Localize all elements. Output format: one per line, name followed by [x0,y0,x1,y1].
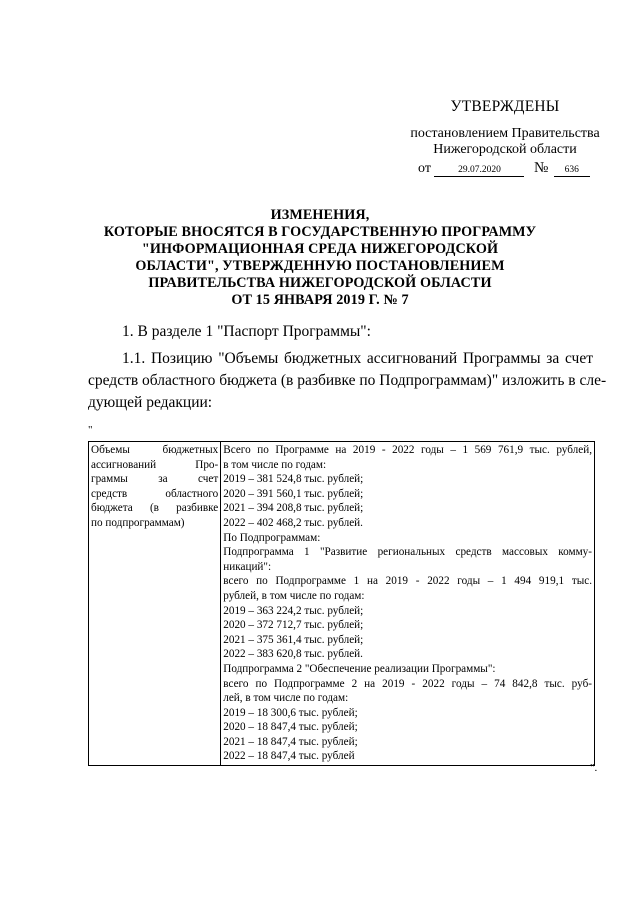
cell-line: Всего по Программе на 2019 - 2022 годы – 1 569 761,9 тыс. рублей, [223,444,592,456]
decree-reference [380,126,630,157]
title-line: ОТ 15 ЯНВАРЯ 2019 Г. № 7 [231,292,409,308]
closing-quote: ". [590,762,598,774]
cell-line: в том числе по годам: [223,458,327,471]
cell-line: 2020 – 391 560,1 тыс. рублей; [223,487,364,500]
cell-line: рублей, в том числе по годам: [223,589,365,602]
cell-line: никаций": [223,560,272,573]
cell-line: 2021 – 375 361,4 тыс. рублей; [223,633,364,646]
cell-line: 2020 – 18 847,4 тыс. рублей; [223,721,358,734]
cell-line: 2022 – 383 620,8 тыс. рублей. [223,648,363,661]
title-line: КОТОРЫЕ ВНОСЯТСЯ В ГОСУДАРСТВЕННУЮ ПРОГРАММУ [103,224,537,240]
table-label-cell [89,442,221,766]
cell-line: бюджета (в разбивке [91,502,219,515]
decree-number: 636 [554,165,590,177]
paragraph-line: средств областного бюджета (в разбивке по Подпрограммам)" изложить в сле- [88,372,607,389]
cell-line: 2019 – 363 224,2 тыс. рублей; [223,604,364,617]
decree-date-number [418,160,618,177]
paragraph-1-1 [88,348,607,414]
cell-line: средств областного [91,487,219,500]
document-title [100,207,540,309]
title-line: "ИНФОРМАЦИОННАЯ СРЕДА НИЖЕГОРОДСКОЙ [141,241,499,257]
paragraph-line: дующей редакции: [88,394,213,411]
number-sign: № [533,160,549,176]
cell-line: 2021 – 18 847,4 тыс. рублей; [223,735,358,748]
decree-date: 29.07.2020 [434,165,524,177]
cell-line: 2022 – 18 847,4 тыс. рублей [223,750,355,763]
cell-line: граммы за счет [91,473,219,486]
opening-quote: " [88,424,93,436]
from-label: от [418,161,431,176]
title-line: ИЗМЕНЕНИЯ, [270,207,370,223]
cell-line: лей, в том числе по годам: [223,692,349,705]
decree-line-1: постановлением Правительства [410,126,600,141]
cell-line: Подпрограмма 1 "Развитие региональных средств массовых комму- [223,546,592,559]
cell-line: всего по Подпрограмме 2 на 2019 - 2022 годы – 74 842,8 тыс. руб- [223,677,592,690]
paragraph-1: 1. В разделе 1 "Паспорт Программы": [122,323,371,340]
decree-line-2: Нижегородской области [433,141,577,157]
title-line: ОБЛАСТИ", УТВЕРЖДЕННУЮ ПОСТАНОВЛЕНИЕМ [135,258,505,274]
cell-line: ассигнований Про- [91,458,219,471]
title-line: ПРАВИТЕЛЬСТВА НИЖЕГОРОДСКОЙ ОБЛАСТИ [148,275,492,291]
cell-line: 2020 – 372 712,7 тыс. рублей; [223,619,364,632]
paragraph-line: 1.1. Позицию "Объемы бюджетных ассигнований Программы за счет [122,350,593,367]
approved-heading: УТВЕРЖДЕНЫ [450,98,560,115]
cell-line: Объемы бюджетных [91,444,219,456]
cell-line: всего по Подпрограмме 1 на 2019 - 2022 годы – 1 494 919,1 тыс. [223,575,592,588]
cell-line: 2021 – 394 208,8 тыс. рублей; [223,502,364,515]
budget-table [88,441,595,766]
table-value-cell [221,442,595,766]
cell-line: 2022 – 402 468,2 тыс. рублей. [223,516,363,529]
table-row [89,442,595,766]
cell-line: По Подпрограммам: [223,531,321,544]
cell-line: по подпрограммам) [91,516,185,529]
cell-line: 2019 – 18 300,6 тыс. рублей; [223,706,358,719]
cell-line: 2019 – 381 524,8 тыс. рублей; [223,473,364,486]
cell-line: Подпрограмма 2 "Обеспечение реализации Программы": [223,662,496,675]
